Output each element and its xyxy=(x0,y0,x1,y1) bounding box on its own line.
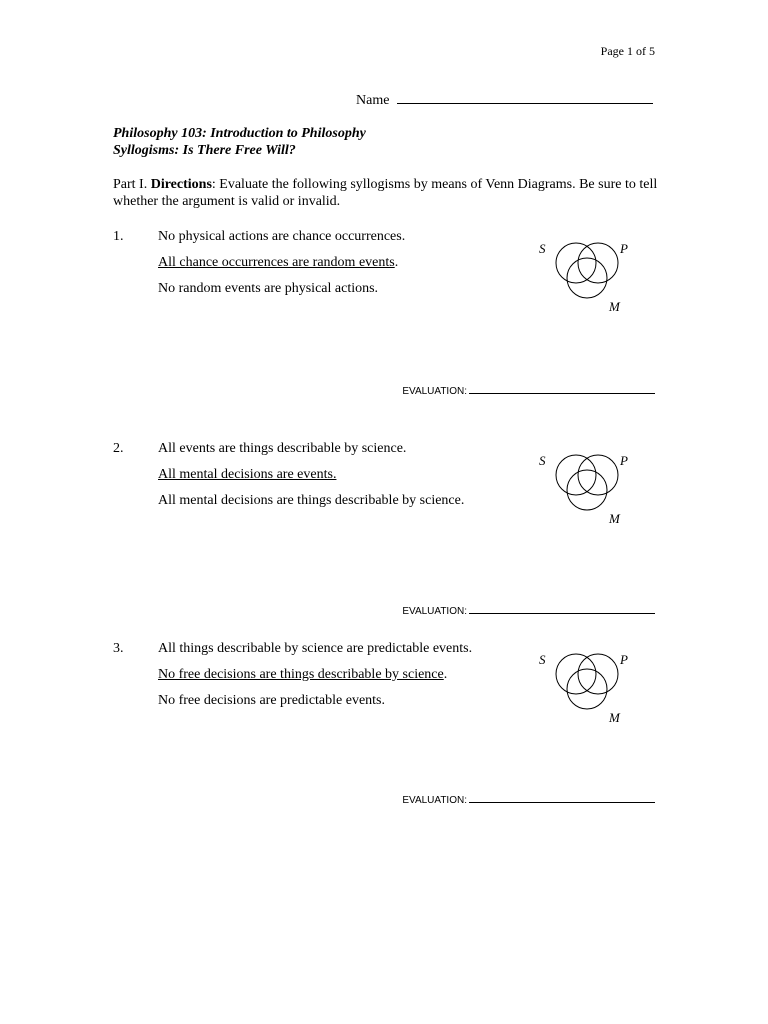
page-number: Page 1 of 5 xyxy=(600,44,655,58)
question-1-premise-2-row xyxy=(158,255,405,281)
question-3-venn-diagram xyxy=(536,642,636,742)
question-3-premise-1: All things describable by science are predictable events. xyxy=(158,641,473,656)
question-1-conclusion: No random events are physical actions. xyxy=(158,281,379,296)
venn-p-label: P xyxy=(620,241,628,256)
evaluation-blank-line[interactable] xyxy=(469,383,655,394)
venn-m-label: M xyxy=(609,299,620,314)
name-blank-line[interactable] xyxy=(397,89,653,104)
evaluation-blank-line[interactable] xyxy=(469,792,655,803)
venn-m-label: M xyxy=(609,511,620,526)
course-title: Philosophy 103: Introduction to Philosophy xyxy=(113,126,366,141)
question-3-premise-2: No free decisions are things describable by science xyxy=(158,667,444,682)
evaluation-label: EVALUATION: xyxy=(402,606,467,617)
question-3-premise-2-punct: . xyxy=(443,667,448,682)
directions xyxy=(113,176,658,210)
evaluation-blank-line[interactable] xyxy=(469,603,655,614)
question-2-premise-1: All events are things describable by science. xyxy=(158,441,407,456)
question-2-conclusion: All mental decisions are things describable by science. xyxy=(158,493,465,508)
question-1 xyxy=(158,229,405,307)
directions-label: Directions xyxy=(150,177,212,192)
question-1-premise-1: No physical actions are chance occurrences. xyxy=(158,229,406,244)
course-heading xyxy=(113,125,366,159)
question-3-premise-2-row xyxy=(158,667,472,693)
question-3-evaluation xyxy=(402,792,655,806)
evaluation-label: EVALUATION: xyxy=(402,795,467,806)
question-1-number: 1. xyxy=(113,229,124,244)
question-1-venn-diagram xyxy=(536,231,636,331)
venn-s-label: S xyxy=(539,241,546,256)
question-2-number: 2. xyxy=(113,441,124,456)
question-1-evaluation xyxy=(402,383,655,397)
question-1-premise-2: All chance occurrences are random events xyxy=(158,255,395,270)
venn-p-label: P xyxy=(620,652,628,667)
question-3-number: 3. xyxy=(113,641,124,656)
name-label: Name xyxy=(356,93,390,108)
question-2-evaluation xyxy=(402,603,655,617)
question-3-conclusion: No free decisions are predictable events. xyxy=(158,693,386,708)
venn-m-label: M xyxy=(609,710,620,725)
venn-s-label: S xyxy=(539,453,546,468)
question-2-premise-2-row xyxy=(158,467,464,493)
question-2 xyxy=(158,441,464,519)
course-subtitle: Syllogisms: Is There Free Will? xyxy=(113,143,296,158)
directions-text: : Evaluate the following syllogisms by means of Venn Diagrams. Be sure to tell whether the argument is valid or invalid. xyxy=(113,177,658,209)
part-label: Part I. xyxy=(113,177,148,192)
evaluation-label: EVALUATION: xyxy=(402,386,467,397)
name-row xyxy=(356,89,653,109)
venn-p-label: P xyxy=(620,453,628,468)
question-2-premise-2: All mental decisions are events. xyxy=(158,467,337,482)
question-2-venn-diagram xyxy=(536,443,636,543)
question-1-premise-2-punct: . xyxy=(394,255,399,270)
question-3 xyxy=(158,641,472,719)
venn-s-label: S xyxy=(539,652,546,667)
